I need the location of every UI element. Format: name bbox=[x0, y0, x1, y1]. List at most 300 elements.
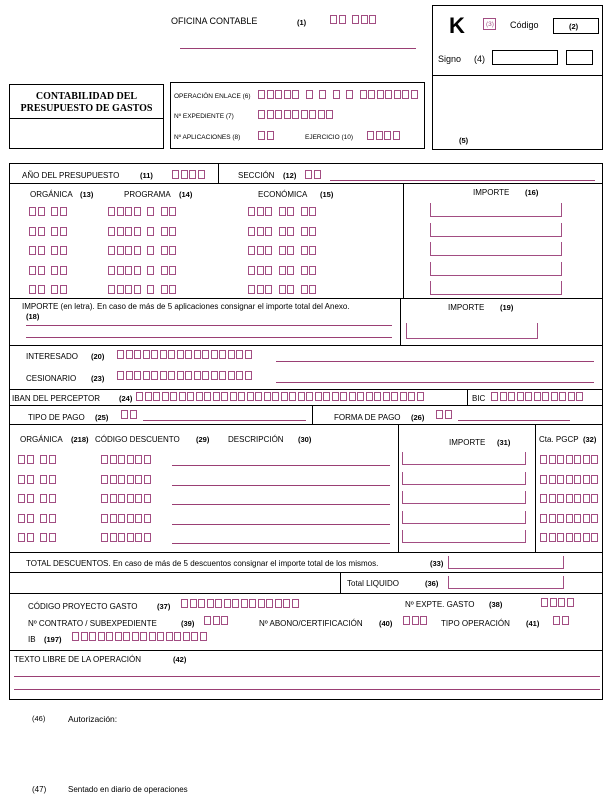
char-cell[interactable] bbox=[29, 227, 36, 236]
char-cell[interactable] bbox=[117, 285, 124, 294]
expte-gasto-cells[interactable] bbox=[541, 598, 575, 607]
char-cell[interactable] bbox=[204, 616, 211, 625]
char-cell[interactable] bbox=[125, 285, 132, 294]
descuento-importe-field[interactable] bbox=[402, 511, 526, 524]
char-cell[interactable] bbox=[245, 350, 252, 359]
char-cell[interactable] bbox=[132, 632, 139, 641]
char-cell[interactable] bbox=[265, 207, 272, 216]
aplicacion-organica-cells[interactable] bbox=[29, 246, 68, 255]
char-cell[interactable] bbox=[27, 533, 34, 542]
char-cell[interactable] bbox=[257, 285, 264, 294]
char-cell[interactable] bbox=[248, 246, 255, 255]
char-cell[interactable] bbox=[248, 266, 255, 275]
char-cell[interactable] bbox=[49, 514, 56, 523]
char-cell[interactable] bbox=[89, 632, 96, 641]
char-cell[interactable] bbox=[191, 632, 198, 641]
char-cell[interactable] bbox=[332, 392, 339, 401]
char-cell[interactable] bbox=[160, 350, 167, 359]
char-cell[interactable] bbox=[562, 616, 569, 625]
char-cell[interactable] bbox=[309, 246, 316, 255]
char-cell[interactable] bbox=[306, 90, 313, 99]
aplicaciones-cells[interactable] bbox=[258, 131, 275, 140]
descuento-cta-cells[interactable] bbox=[540, 475, 600, 484]
char-cell[interactable] bbox=[357, 392, 364, 401]
char-cell[interactable] bbox=[117, 350, 124, 359]
char-cell[interactable] bbox=[540, 494, 547, 503]
char-cell[interactable] bbox=[40, 455, 47, 464]
char-cell[interactable] bbox=[144, 475, 151, 484]
char-cell[interactable] bbox=[339, 15, 346, 24]
total-descuentos-field[interactable] bbox=[448, 556, 564, 569]
descuento-descripcion-line[interactable] bbox=[172, 465, 390, 466]
char-cell[interactable] bbox=[508, 392, 515, 401]
char-cell[interactable] bbox=[265, 285, 272, 294]
char-cell[interactable] bbox=[27, 475, 34, 484]
char-cell[interactable] bbox=[60, 207, 67, 216]
aplicacion-organica-cells[interactable] bbox=[29, 285, 68, 294]
aplicacion-programa-cells[interactable] bbox=[108, 227, 178, 236]
descuento-importe-field[interactable] bbox=[402, 472, 526, 485]
char-cell[interactable] bbox=[550, 598, 557, 607]
char-cell[interactable] bbox=[125, 266, 132, 275]
aplicacion-organica-cells[interactable] bbox=[29, 266, 68, 275]
expediente-cells[interactable] bbox=[258, 110, 335, 119]
descuento-cta-cells[interactable] bbox=[540, 533, 600, 542]
char-cell[interactable] bbox=[147, 246, 154, 255]
char-cell[interactable] bbox=[319, 90, 326, 99]
char-cell[interactable] bbox=[202, 371, 209, 380]
descuento-organica-cells[interactable] bbox=[18, 475, 57, 484]
char-cell[interactable] bbox=[258, 90, 265, 99]
char-cell[interactable] bbox=[162, 392, 169, 401]
char-cell[interactable] bbox=[591, 455, 598, 464]
char-cell[interactable] bbox=[151, 371, 158, 380]
tipo-operacion-cells[interactable] bbox=[553, 616, 570, 625]
char-cell[interactable] bbox=[118, 475, 125, 484]
descuento-codigo-cells[interactable] bbox=[101, 455, 152, 464]
char-cell[interactable] bbox=[117, 266, 124, 275]
char-cell[interactable] bbox=[38, 227, 45, 236]
char-cell[interactable] bbox=[541, 598, 548, 607]
char-cell[interactable] bbox=[559, 392, 566, 401]
char-cell[interactable] bbox=[566, 514, 573, 523]
char-cell[interactable] bbox=[18, 475, 25, 484]
signo-field-1[interactable] bbox=[492, 50, 558, 65]
char-cell[interactable] bbox=[292, 110, 299, 119]
char-cell[interactable] bbox=[198, 599, 205, 608]
char-cell[interactable] bbox=[540, 533, 547, 542]
aplicacion-economica-cells[interactable] bbox=[248, 266, 318, 275]
descuento-descripcion-line[interactable] bbox=[172, 485, 390, 486]
char-cell[interactable] bbox=[121, 410, 128, 419]
bic-cells[interactable] bbox=[491, 392, 585, 401]
aplicacion-programa-cells[interactable] bbox=[108, 285, 178, 294]
char-cell[interactable] bbox=[151, 350, 158, 359]
char-cell[interactable] bbox=[417, 392, 424, 401]
char-cell[interactable] bbox=[301, 207, 308, 216]
char-cell[interactable] bbox=[534, 392, 541, 401]
char-cell[interactable] bbox=[245, 371, 252, 380]
char-cell[interactable] bbox=[49, 494, 56, 503]
char-cell[interactable] bbox=[391, 392, 398, 401]
char-cell[interactable] bbox=[179, 392, 186, 401]
char-cell[interactable] bbox=[181, 599, 188, 608]
char-cell[interactable] bbox=[18, 455, 25, 464]
char-cell[interactable] bbox=[566, 455, 573, 464]
char-cell[interactable] bbox=[194, 350, 201, 359]
char-cell[interactable] bbox=[591, 494, 598, 503]
char-cell[interactable] bbox=[352, 15, 359, 24]
char-cell[interactable] bbox=[377, 90, 384, 99]
char-cell[interactable] bbox=[298, 392, 305, 401]
char-cell[interactable] bbox=[161, 246, 168, 255]
aplicacion-importe-field[interactable] bbox=[430, 281, 562, 295]
char-cell[interactable] bbox=[51, 207, 58, 216]
char-cell[interactable] bbox=[301, 246, 308, 255]
char-cell[interactable] bbox=[591, 533, 598, 542]
char-cell[interactable] bbox=[40, 514, 47, 523]
char-cell[interactable] bbox=[265, 266, 272, 275]
char-cell[interactable] bbox=[279, 207, 286, 216]
char-cell[interactable] bbox=[549, 455, 556, 464]
char-cell[interactable] bbox=[385, 90, 392, 99]
char-cell[interactable] bbox=[445, 410, 452, 419]
char-cell[interactable] bbox=[183, 632, 190, 641]
char-cell[interactable] bbox=[292, 599, 299, 608]
char-cell[interactable] bbox=[366, 392, 373, 401]
char-cell[interactable] bbox=[540, 455, 547, 464]
char-cell[interactable] bbox=[376, 131, 383, 140]
char-cell[interactable] bbox=[258, 599, 265, 608]
char-cell[interactable] bbox=[221, 616, 228, 625]
char-cell[interactable] bbox=[549, 514, 556, 523]
char-cell[interactable] bbox=[326, 110, 333, 119]
char-cell[interactable] bbox=[185, 350, 192, 359]
char-cell[interactable] bbox=[200, 632, 207, 641]
char-cell[interactable] bbox=[215, 599, 222, 608]
char-cell[interactable] bbox=[18, 533, 25, 542]
char-cell[interactable] bbox=[309, 110, 316, 119]
char-cell[interactable] bbox=[275, 599, 282, 608]
char-cell[interactable] bbox=[549, 533, 556, 542]
char-cell[interactable] bbox=[284, 90, 291, 99]
char-cell[interactable] bbox=[557, 533, 564, 542]
char-cell[interactable] bbox=[130, 410, 137, 419]
char-cell[interactable] bbox=[134, 246, 141, 255]
char-cell[interactable] bbox=[211, 350, 218, 359]
char-cell[interactable] bbox=[117, 227, 124, 236]
char-cell[interactable] bbox=[264, 392, 271, 401]
char-cell[interactable] bbox=[267, 131, 274, 140]
char-cell[interactable] bbox=[583, 533, 590, 542]
char-cell[interactable] bbox=[238, 392, 245, 401]
descuento-codigo-cells[interactable] bbox=[101, 494, 152, 503]
char-cell[interactable] bbox=[266, 599, 273, 608]
char-cell[interactable] bbox=[420, 616, 427, 625]
char-cell[interactable] bbox=[147, 285, 154, 294]
char-cell[interactable] bbox=[249, 599, 256, 608]
char-cell[interactable] bbox=[101, 475, 108, 484]
char-cell[interactable] bbox=[412, 616, 419, 625]
char-cell[interactable] bbox=[279, 227, 286, 236]
char-cell[interactable] bbox=[40, 475, 47, 484]
char-cell[interactable] bbox=[367, 131, 374, 140]
char-cell[interactable] bbox=[106, 632, 113, 641]
char-cell[interactable] bbox=[265, 227, 272, 236]
descuento-descripcion-line[interactable] bbox=[172, 524, 390, 525]
char-cell[interactable] bbox=[557, 514, 564, 523]
char-cell[interactable] bbox=[118, 514, 125, 523]
char-cell[interactable] bbox=[29, 246, 36, 255]
char-cell[interactable] bbox=[236, 350, 243, 359]
char-cell[interactable] bbox=[149, 632, 156, 641]
aplicacion-economica-cells[interactable] bbox=[248, 246, 318, 255]
char-cell[interactable] bbox=[169, 266, 176, 275]
char-cell[interactable] bbox=[374, 392, 381, 401]
char-cell[interactable] bbox=[172, 170, 179, 179]
char-cell[interactable] bbox=[38, 285, 45, 294]
char-cell[interactable] bbox=[161, 207, 168, 216]
aplicacion-economica-cells[interactable] bbox=[248, 207, 318, 216]
char-cell[interactable] bbox=[134, 227, 141, 236]
char-cell[interactable] bbox=[60, 285, 67, 294]
char-cell[interactable] bbox=[153, 392, 160, 401]
char-cell[interactable] bbox=[169, 227, 176, 236]
char-cell[interactable] bbox=[257, 227, 264, 236]
char-cell[interactable] bbox=[135, 494, 142, 503]
char-cell[interactable] bbox=[168, 350, 175, 359]
char-cell[interactable] bbox=[558, 598, 565, 607]
char-cell[interactable] bbox=[27, 494, 34, 503]
char-cell[interactable] bbox=[284, 110, 291, 119]
char-cell[interactable] bbox=[567, 598, 574, 607]
char-cell[interactable] bbox=[287, 266, 294, 275]
char-cell[interactable] bbox=[583, 514, 590, 523]
char-cell[interactable] bbox=[287, 207, 294, 216]
char-cell[interactable] bbox=[18, 514, 25, 523]
cesionario-cells[interactable] bbox=[117, 371, 253, 380]
char-cell[interactable] bbox=[118, 455, 125, 464]
char-cell[interactable] bbox=[232, 599, 239, 608]
char-cell[interactable] bbox=[108, 246, 115, 255]
char-cell[interactable] bbox=[323, 392, 330, 401]
char-cell[interactable] bbox=[60, 246, 67, 255]
descuento-importe-field[interactable] bbox=[402, 452, 526, 465]
seccion-cells[interactable] bbox=[305, 170, 322, 179]
char-cell[interactable] bbox=[219, 371, 226, 380]
char-cell[interactable] bbox=[29, 266, 36, 275]
char-cell[interactable] bbox=[306, 392, 313, 401]
char-cell[interactable] bbox=[38, 246, 45, 255]
char-cell[interactable] bbox=[301, 285, 308, 294]
char-cell[interactable] bbox=[110, 455, 117, 464]
char-cell[interactable] bbox=[29, 285, 36, 294]
char-cell[interactable] bbox=[38, 266, 45, 275]
char-cell[interactable] bbox=[189, 170, 196, 179]
char-cell[interactable] bbox=[160, 371, 167, 380]
char-cell[interactable] bbox=[279, 266, 286, 275]
char-cell[interactable] bbox=[557, 475, 564, 484]
char-cell[interactable] bbox=[60, 227, 67, 236]
descuento-cta-cells[interactable] bbox=[540, 514, 600, 523]
char-cell[interactable] bbox=[211, 371, 218, 380]
char-cell[interactable] bbox=[117, 207, 124, 216]
char-cell[interactable] bbox=[383, 392, 390, 401]
char-cell[interactable] bbox=[402, 90, 409, 99]
char-cell[interactable] bbox=[166, 632, 173, 641]
char-cell[interactable] bbox=[551, 392, 558, 401]
char-cell[interactable] bbox=[384, 131, 391, 140]
aplicacion-programa-cells[interactable] bbox=[108, 207, 178, 216]
char-cell[interactable] bbox=[140, 632, 147, 641]
interesado-cells[interactable] bbox=[117, 350, 253, 359]
char-cell[interactable] bbox=[98, 632, 105, 641]
char-cell[interactable] bbox=[403, 616, 410, 625]
char-cell[interactable] bbox=[275, 110, 282, 119]
char-cell[interactable] bbox=[309, 266, 316, 275]
char-cell[interactable] bbox=[574, 533, 581, 542]
char-cell[interactable] bbox=[574, 514, 581, 523]
contrato-cells[interactable] bbox=[204, 616, 230, 625]
char-cell[interactable] bbox=[408, 392, 415, 401]
iban-cells[interactable] bbox=[136, 392, 425, 401]
descuento-organica-cells[interactable] bbox=[18, 533, 57, 542]
descuento-codigo-cells[interactable] bbox=[101, 533, 152, 542]
char-cell[interactable] bbox=[248, 227, 255, 236]
char-cell[interactable] bbox=[248, 207, 255, 216]
char-cell[interactable] bbox=[161, 227, 168, 236]
char-cell[interactable] bbox=[583, 494, 590, 503]
char-cell[interactable] bbox=[134, 285, 141, 294]
anio-cells[interactable] bbox=[172, 170, 206, 179]
aplicacion-programa-cells[interactable] bbox=[108, 266, 178, 275]
char-cell[interactable] bbox=[224, 599, 231, 608]
descuento-codigo-cells[interactable] bbox=[101, 475, 152, 484]
aplicacion-importe-field[interactable] bbox=[430, 242, 562, 256]
char-cell[interactable] bbox=[174, 632, 181, 641]
char-cell[interactable] bbox=[29, 207, 36, 216]
char-cell[interactable] bbox=[144, 533, 151, 542]
char-cell[interactable] bbox=[177, 371, 184, 380]
char-cell[interactable] bbox=[51, 285, 58, 294]
char-cell[interactable] bbox=[309, 227, 316, 236]
char-cell[interactable] bbox=[117, 371, 124, 380]
char-cell[interactable] bbox=[144, 455, 151, 464]
aplicacion-organica-cells[interactable] bbox=[29, 227, 68, 236]
char-cell[interactable] bbox=[525, 392, 532, 401]
texto-libre-line-2[interactable] bbox=[14, 689, 600, 690]
ejercicio-cells[interactable] bbox=[367, 131, 401, 140]
char-cell[interactable] bbox=[309, 285, 316, 294]
char-cell[interactable] bbox=[213, 392, 220, 401]
char-cell[interactable] bbox=[279, 246, 286, 255]
char-cell[interactable] bbox=[265, 246, 272, 255]
char-cell[interactable] bbox=[330, 15, 337, 24]
char-cell[interactable] bbox=[542, 392, 549, 401]
char-cell[interactable] bbox=[134, 350, 141, 359]
char-cell[interactable] bbox=[574, 475, 581, 484]
forma-pago-cells[interactable] bbox=[436, 410, 453, 419]
char-cell[interactable] bbox=[123, 632, 130, 641]
char-cell[interactable] bbox=[267, 90, 274, 99]
char-cell[interactable] bbox=[257, 246, 264, 255]
char-cell[interactable] bbox=[126, 371, 133, 380]
char-cell[interactable] bbox=[81, 632, 88, 641]
descuento-cta-cells[interactable] bbox=[540, 494, 600, 503]
char-cell[interactable] bbox=[101, 494, 108, 503]
char-cell[interactable] bbox=[349, 392, 356, 401]
signo-field-2[interactable] bbox=[566, 50, 593, 65]
tipo-pago-cells[interactable] bbox=[121, 410, 138, 419]
aplicacion-programa-cells[interactable] bbox=[108, 246, 178, 255]
char-cell[interactable] bbox=[169, 285, 176, 294]
char-cell[interactable] bbox=[108, 266, 115, 275]
char-cell[interactable] bbox=[583, 475, 590, 484]
descuento-cta-cells[interactable] bbox=[540, 455, 600, 464]
char-cell[interactable] bbox=[258, 131, 265, 140]
char-cell[interactable] bbox=[161, 266, 168, 275]
char-cell[interactable] bbox=[49, 475, 56, 484]
char-cell[interactable] bbox=[241, 599, 248, 608]
char-cell[interactable] bbox=[411, 90, 418, 99]
char-cell[interactable] bbox=[257, 207, 264, 216]
char-cell[interactable] bbox=[576, 392, 583, 401]
char-cell[interactable] bbox=[301, 266, 308, 275]
texto-libre-line-1[interactable] bbox=[14, 676, 600, 677]
char-cell[interactable] bbox=[169, 207, 176, 216]
char-cell[interactable] bbox=[557, 494, 564, 503]
char-cell[interactable] bbox=[549, 494, 556, 503]
descuento-importe-field[interactable] bbox=[402, 530, 526, 543]
char-cell[interactable] bbox=[393, 131, 400, 140]
char-cell[interactable] bbox=[40, 533, 47, 542]
char-cell[interactable] bbox=[258, 110, 265, 119]
char-cell[interactable] bbox=[169, 246, 176, 255]
descuento-organica-cells[interactable] bbox=[18, 514, 57, 523]
char-cell[interactable] bbox=[177, 350, 184, 359]
char-cell[interactable] bbox=[566, 533, 573, 542]
char-cell[interactable] bbox=[517, 392, 524, 401]
char-cell[interactable] bbox=[553, 616, 560, 625]
char-cell[interactable] bbox=[101, 533, 108, 542]
char-cell[interactable] bbox=[110, 475, 117, 484]
char-cell[interactable] bbox=[181, 170, 188, 179]
char-cell[interactable] bbox=[196, 392, 203, 401]
char-cell[interactable] bbox=[117, 246, 124, 255]
aplicacion-organica-cells[interactable] bbox=[29, 207, 68, 216]
char-cell[interactable] bbox=[194, 371, 201, 380]
aplicacion-economica-cells[interactable] bbox=[248, 285, 318, 294]
char-cell[interactable] bbox=[255, 392, 262, 401]
char-cell[interactable] bbox=[275, 90, 282, 99]
char-cell[interactable] bbox=[110, 514, 117, 523]
char-cell[interactable] bbox=[185, 371, 192, 380]
char-cell[interactable] bbox=[157, 632, 164, 641]
oficina-contable-cells[interactable] bbox=[330, 15, 378, 24]
char-cell[interactable] bbox=[136, 392, 143, 401]
char-cell[interactable] bbox=[168, 371, 175, 380]
char-cell[interactable] bbox=[309, 207, 316, 216]
char-cell[interactable] bbox=[170, 392, 177, 401]
char-cell[interactable] bbox=[127, 533, 134, 542]
char-cell[interactable] bbox=[540, 475, 547, 484]
char-cell[interactable] bbox=[279, 285, 286, 294]
char-cell[interactable] bbox=[51, 227, 58, 236]
char-cell[interactable] bbox=[267, 110, 274, 119]
char-cell[interactable] bbox=[574, 494, 581, 503]
char-cell[interactable] bbox=[147, 266, 154, 275]
char-cell[interactable] bbox=[591, 514, 598, 523]
